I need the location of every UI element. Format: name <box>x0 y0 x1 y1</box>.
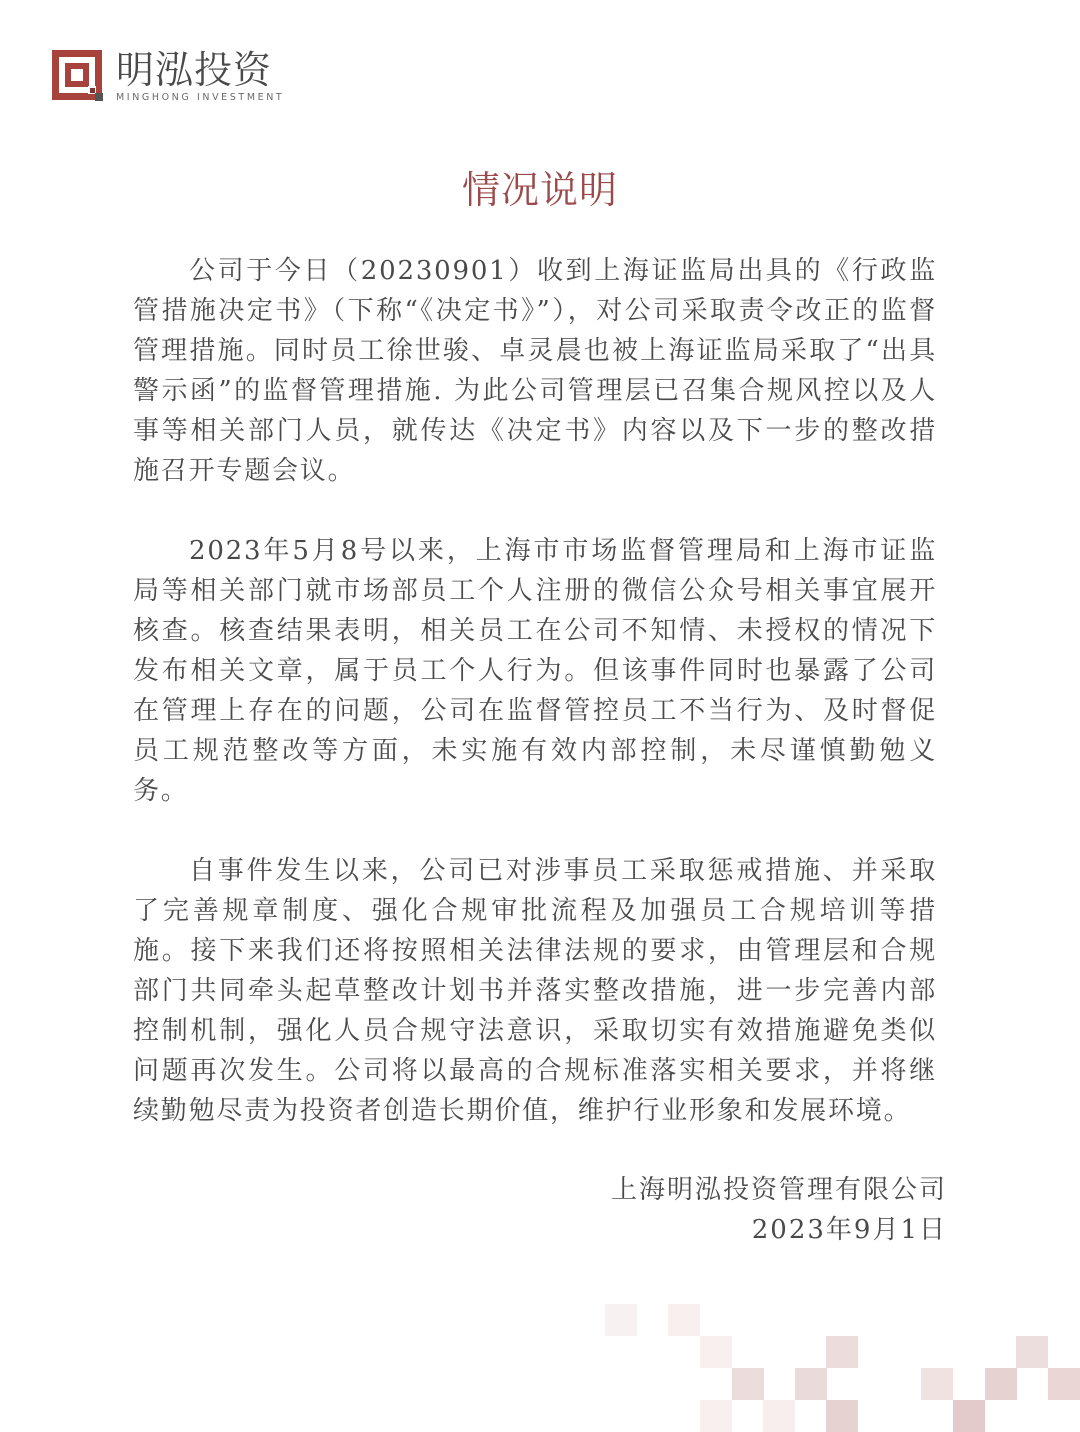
signature-company: 上海明泓投资管理有限公司 <box>610 1175 947 1205</box>
logo-english-name: MINGHONG INVESTMENT <box>116 92 285 103</box>
decorative-square <box>732 1368 764 1400</box>
decorative-square <box>1048 1368 1080 1400</box>
decorative-square <box>763 1400 795 1432</box>
paragraph-1: 公司于今日（20230901）收到上海证监局出具的《行政监管措施决定书》（下称“《决定书》”），对公司采取责令改正的监督管理措施。同时员工徐世骏、卓灵晨也被上海证监局采取了“出具警示函”的监督管理措施. 为此公司管理层已召集合规风控以及人事等相关部门人员，就传达《决定书》内容以及下一步的整改措施召开专题会议。 <box>133 256 937 486</box>
logo-wordmark <box>116 50 284 104</box>
decorative-square <box>1016 1336 1048 1368</box>
decorative-square <box>826 1336 858 1368</box>
company-logo <box>52 50 284 106</box>
logo-chinese-name: 明泓投资 <box>116 48 273 92</box>
decorative-square <box>921 1368 953 1400</box>
decorative-square <box>795 1368 827 1400</box>
decorative-square <box>700 1336 732 1368</box>
decorative-square <box>700 1400 732 1432</box>
decorative-square <box>605 1304 637 1336</box>
document-title: 情况说明 <box>461 168 618 212</box>
decorative-square <box>985 1368 1017 1400</box>
decorative-square <box>953 1400 985 1432</box>
decorative-square <box>826 1400 858 1432</box>
signature-block <box>611 1170 947 1250</box>
logo-mark-icon <box>52 50 104 102</box>
signature-date: 2023年9月1日 <box>751 1215 947 1245</box>
paragraph-2: 2023年5月8号以来，上海市市场监督管理局和上海市证监局等相关部门就市场部员工个人注册的微信公众号相关事宜展开核查。核查结果表明，相关员工在公司不知情、未授权的情况下发布相关文章，属于员工个人行为。但该事件同时也暴露了公司在管理上存在的问题，公司在监督管控员工不当行为、及时督促员工规范整改等方面，未实施有效内部控制，未尽谨慎勤勉义务。 <box>133 536 937 806</box>
decorative-square <box>668 1304 700 1336</box>
paragraph-3: 自事件发生以来，公司已对涉事员工采取惩戒措施、并采取了完善规章制度、强化合规审批流程及加强员工合规培训等措施。接下来我们还将按照相关法律法规的要求，由管理层和合规部门共同牵头起草整改计划书并落实整改措施，进一步完善内部控制机制，强化人员合规守法意识，采取切实有效措施避免类似问题再次发生。公司将以最高的合规标准落实相关要求，并将继续勤勉尽责为投资者创造长期价值，维护行业形象和发展环境。 <box>133 856 937 1126</box>
document-body <box>133 251 937 1131</box>
